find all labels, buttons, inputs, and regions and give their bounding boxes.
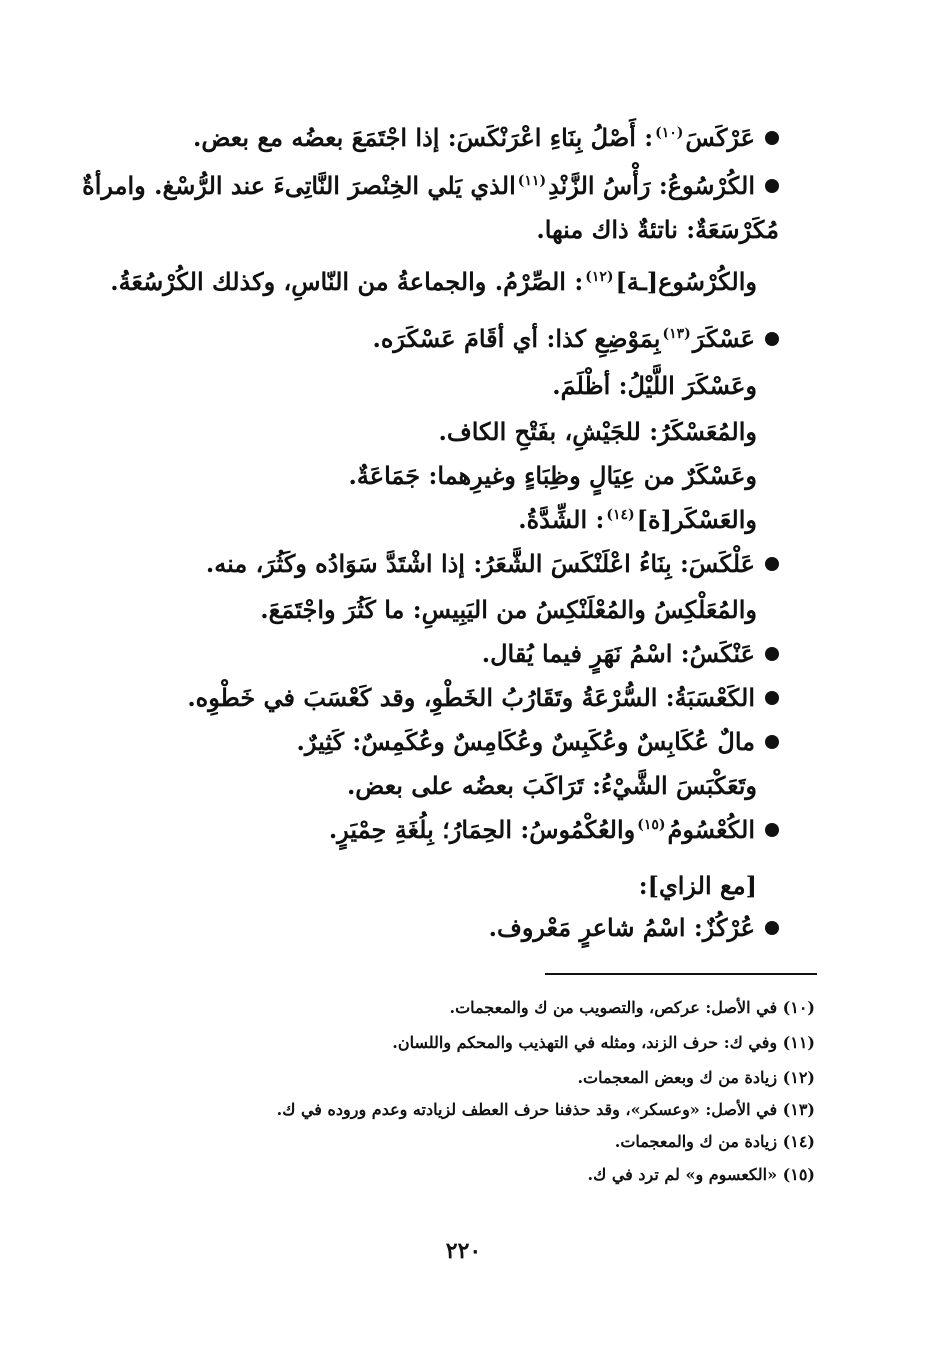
- entry-line: [187, 684, 779, 713]
- bullet-icon: [765, 647, 779, 661]
- footnote-ref: (١٠): [655, 125, 684, 141]
- entry-text: الكُعْسُومُ: [667, 815, 755, 844]
- entry-text: والمُعَسْكَرُ: للجَيْشِ، بفَتْحِ الكاف.: [438, 417, 757, 446]
- entry-text: عُرْكُزٌ: اسْمُ شاعرٍ مَعْروف.: [488, 913, 755, 942]
- entry-line: [347, 772, 757, 801]
- entry-text: والعَسْكَر[ة]: [636, 505, 757, 534]
- entry-text: الكُرْسُوعُ: رَأْسُ الزَّنْدِ: [548, 171, 755, 200]
- entry-text: والكُرْسُوع[ـة]: [615, 267, 757, 296]
- bullet-icon: [765, 735, 779, 749]
- entry-text: [مع الزاي]:: [638, 871, 757, 900]
- entry-line: [552, 372, 757, 401]
- entry-line: [536, 216, 779, 245]
- entry-line: [110, 268, 757, 297]
- entry-line: [193, 124, 779, 153]
- footnote: (١٢) زيادة من ك وبعض المعجمات.: [577, 1068, 815, 1087]
- entry-line: [329, 816, 779, 845]
- entry-line: [482, 640, 779, 669]
- entry-text: والمُعَلْكِسُ والمُعْلَنْكِسُ من اليَبِيسِ: ما كَثُرَ واجْتَمَعَ.: [260, 595, 757, 624]
- footnote-ref: (١١): [517, 173, 547, 189]
- entry-line: [349, 462, 757, 491]
- entry-text: عَرْكَسَ: [685, 123, 755, 152]
- page-number: ٢٢٠: [445, 1238, 482, 1264]
- footnote-divider: [545, 973, 817, 975]
- entry-line: [206, 550, 779, 579]
- entry-line: [260, 596, 757, 625]
- entry-text: مالٌ عُكَابِسٌ وعُكَبِسٌ وعُكَامِسٌ وعُكَمِسٌ: كَثِيرٌ.: [296, 727, 755, 756]
- bullet-icon: [765, 332, 779, 346]
- entry-text: : الشِّدَّةُ.: [518, 505, 605, 534]
- footnote-ref: (١٤): [606, 507, 635, 523]
- entry-text: عَلْكَسَ: بِنَاءُ اعْلَنْكَسَ الشَّعَرُ: إذا اشْتَدَّ سَوَادُه وكَثُرَ، منه.: [205, 549, 755, 578]
- entry-text: مُكَرْسَعَةٌ: ناتئةٌ ذاك منها.: [536, 215, 779, 244]
- entry-line: [438, 418, 757, 447]
- footnote-ref: (١٣): [662, 326, 691, 342]
- footnote: (١١) وفي ك: حرف الزند، ومثله في التهذيب والمحكم واللسان.: [392, 1033, 815, 1052]
- footnote: (١٥) «الكعسوم و» لم ترد في ك.: [587, 1165, 815, 1184]
- entry-text: عَنْكَسُ: اسْمُ نَهَرٍ فيما يُقال.: [481, 639, 755, 668]
- entry-line: [518, 506, 757, 535]
- footnote: (١٤) زيادة من ك والمعجمات.: [614, 1132, 815, 1151]
- entry-text: بِمَوْضِعِ كذا: أي أقَامَ عَسْكَرَه.: [372, 324, 661, 353]
- entry-text: وعَسْكَرَ اللَّيْلُ: أظْلَمَ.: [552, 371, 757, 400]
- bullet-icon: [765, 921, 779, 935]
- entry-text: الذي يَلي الخِنْصرَ النَّاتِىءَ عند الرُّسْغ. وامرأةٌ: [82, 171, 516, 200]
- bullet-icon: [765, 691, 779, 705]
- entry-text: عَسْكَرَ: [692, 324, 755, 353]
- footnote-ref: (١٢): [585, 269, 614, 285]
- bullet-icon: [765, 823, 779, 837]
- entry-line: [372, 325, 779, 354]
- entry-line: [489, 914, 779, 943]
- entry-text: والعُكْمُوسُ: الحِمَارُ؛ بِلُغَةِ حِمْيَرٍ.: [328, 815, 636, 844]
- footnote: (١٣) في الأصل: «وعسكر»، وقد حذفنا حرف العطف لزيادته وعدم وروده في ك.: [276, 1100, 815, 1119]
- footnote: (١٠) في الأصل: عركص، والتصويب من ك والمعجمات.: [449, 998, 815, 1017]
- entry-text: وعَسْكَرٌ من عِيَالٍ وظِبَاءٍ وغيرِهما: جَمَاعَةٌ.: [348, 461, 757, 490]
- entry-text: الكَعْسَبَةُ: السُّرْعَةُ وتَقَارُبُ الخَطْوِ، وقد كَعْسَبَ في خَطْوِه.: [187, 683, 755, 712]
- entry-text: : أَصْلُ بِنَاءِ اعْرَنْكَسَ: إذا اجْتَمَعَ بعضُه مع بعض.: [193, 123, 654, 152]
- bullet-icon: [765, 179, 779, 193]
- footnote-ref: (١٥): [637, 817, 666, 833]
- entry-line: [297, 728, 779, 757]
- entry-line: [82, 172, 779, 201]
- bullet-icon: [765, 131, 779, 145]
- entry-text: وتَعَكْبَسَ الشَّيْءُ: تَرَاكَبَ بعضُه على بعض.: [346, 771, 757, 800]
- bullet-icon: [765, 557, 779, 571]
- section-heading: [639, 872, 757, 901]
- entry-text: : الصِّرْمُ. والجماعةُ من النّاسِ، وكذلك الكُرْسُعَةُ.: [110, 267, 584, 296]
